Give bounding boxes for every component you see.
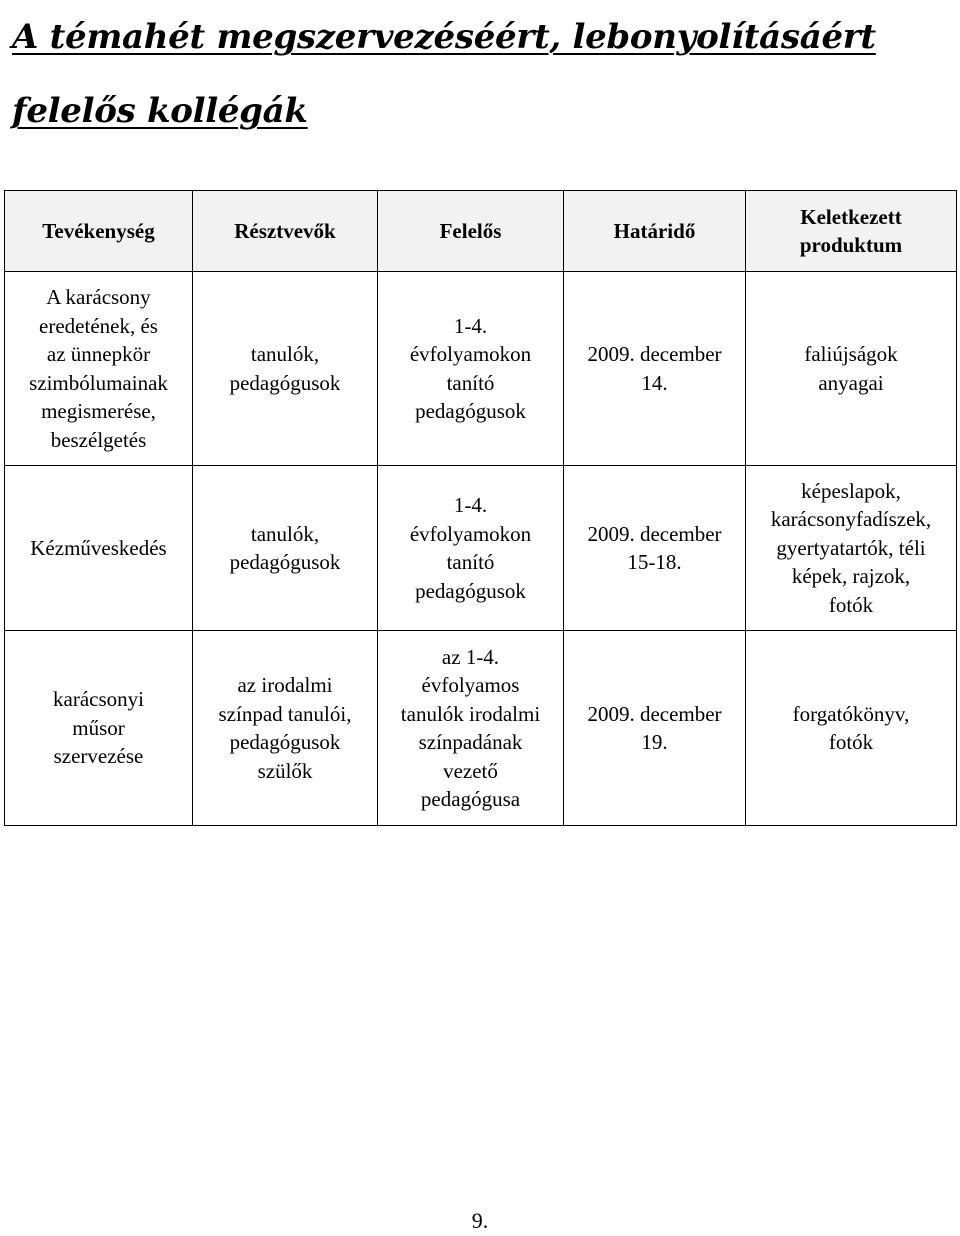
cell-line: tanulók, <box>250 342 320 366</box>
cell-line: vezető <box>443 758 498 783</box>
cell-line: Keletkezett <box>800 204 902 229</box>
cell-participants <box>193 631 378 826</box>
header-responsible <box>378 191 564 272</box>
cell-line: évfolyamokon <box>409 521 532 546</box>
cell-line: pedagógusok <box>229 550 341 574</box>
cell-line: pedagógusok <box>415 399 526 423</box>
header-product <box>746 191 957 272</box>
cell-line: eredetének, és <box>39 313 158 338</box>
cell-line: színpadának <box>418 730 523 754</box>
cell-product <box>746 466 957 631</box>
cell-line: tanulók, <box>250 521 320 546</box>
cell-line: az irodalmi <box>237 673 333 697</box>
cell-line: az ünnepkör <box>46 342 151 366</box>
cell-line: fotók <box>828 592 874 617</box>
cell-line: faliújságok <box>804 342 898 366</box>
cell-line: karácsonyi <box>53 687 144 712</box>
cell-line: Határidő <box>613 218 696 243</box>
table-row <box>5 466 957 631</box>
cell-activity <box>5 631 193 826</box>
title-line-2: felelős kollégák <box>12 91 308 131</box>
cell-line: Felelős <box>439 218 502 243</box>
cell-line: 1-4. <box>453 313 488 338</box>
table-row <box>5 631 957 826</box>
cell-line: Résztvevők <box>234 218 336 243</box>
cell-line: gyertyatartók, téli <box>776 535 926 560</box>
responsibility-table <box>4 190 957 826</box>
table-header-row <box>5 191 957 272</box>
cell-line: színpad tanulói, <box>218 701 352 726</box>
cell-line: pedagógusok <box>229 370 341 395</box>
header-activity <box>5 191 193 272</box>
cell-line: 15-18. <box>627 550 682 574</box>
cell-line: 1-4. <box>453 493 488 517</box>
cell-line: 2009. december <box>587 701 722 726</box>
cell-line: pedagógusok <box>415 578 526 603</box>
page-title <box>12 0 942 148</box>
cell-line: tanító <box>446 370 495 395</box>
page-number: 9. <box>471 1208 489 1233</box>
cell-line: pedagógusok <box>229 730 341 754</box>
cell-responsible <box>378 272 564 466</box>
cell-line: Tevékenység <box>42 218 155 243</box>
cell-activity <box>5 466 193 631</box>
cell-line: 2009. december <box>587 521 722 546</box>
cell-line: tanulók irodalmi <box>400 701 541 726</box>
cell-line: évfolyamokon <box>409 342 532 366</box>
cell-deadline <box>564 272 746 466</box>
cell-line: 19. <box>641 730 668 754</box>
cell-deadline <box>564 466 746 631</box>
cell-activity <box>5 272 193 466</box>
cell-line: szimbólumainak <box>29 370 168 395</box>
header-participants <box>193 191 378 272</box>
cell-line: megismerése, <box>41 399 156 423</box>
cell-responsible <box>378 631 564 826</box>
cell-line: 2009. december <box>587 342 722 366</box>
cell-line: forgatókönyv, <box>792 701 910 726</box>
cell-line: szülők <box>257 758 313 783</box>
table-row <box>5 272 957 466</box>
cell-line: Kézműveskedés <box>30 535 167 560</box>
cell-line: karácsonyfadíszek, <box>770 507 932 532</box>
cell-line: képek, rajzok, <box>791 564 911 589</box>
cell-line: 14. <box>641 370 668 395</box>
cell-line: az 1-4. <box>441 644 500 669</box>
cell-participants <box>193 466 378 631</box>
cell-product <box>746 272 957 466</box>
cell-line: évfolyamos <box>421 673 520 697</box>
cell-responsible <box>378 466 564 631</box>
cell-deadline <box>564 631 746 826</box>
header-deadline <box>564 191 746 272</box>
cell-line: produktum <box>799 233 903 257</box>
cell-line: műsor <box>72 715 125 740</box>
cell-line: tanító <box>446 550 495 574</box>
cell-line: fotók <box>828 730 874 754</box>
title-line-1: A témahét megszervezéséért, lebonyolításáért <box>12 17 876 57</box>
cell-line: A karácsony <box>46 285 151 309</box>
cell-product <box>746 631 957 826</box>
cell-line: pedagógusa <box>420 787 521 811</box>
cell-line: anyagai <box>818 370 884 395</box>
cell-line: beszélgetés <box>50 427 147 452</box>
cell-line: szervezése <box>53 744 144 769</box>
cell-line: képeslapok, <box>801 478 901 503</box>
cell-participants <box>193 272 378 466</box>
